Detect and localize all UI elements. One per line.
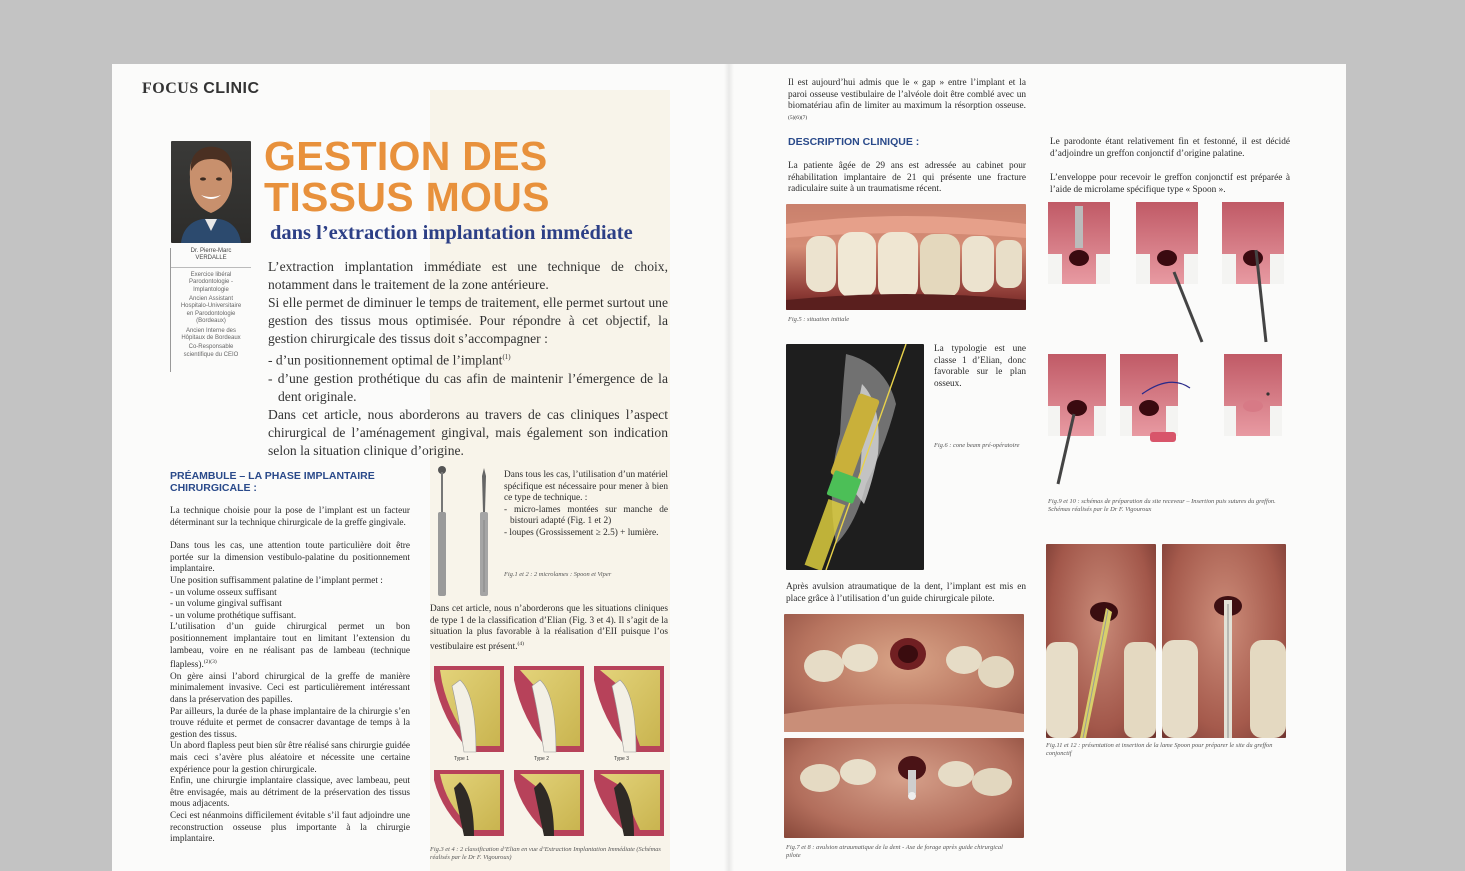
header-focus: FOCUS xyxy=(142,80,199,97)
paragraph-text: Dans cet article, nous n’aborderons que les situations cliniques de type 1 de la classification d’Elian (Fig. 3 et 4). Il s’agit de la situation la plus favorable à la réalisation d’EII puisque l’os vestibulaire est présent. xyxy=(430,604,668,652)
list-item: - un volume osseux suffisant xyxy=(170,587,277,598)
diagram-type1 xyxy=(434,666,504,752)
author-name-line1: Dr. Pierre-Marc xyxy=(190,248,232,254)
ref-5-7: (5)(6)(7) xyxy=(788,114,808,121)
paragraph: On gère ainsi l’abord chirurgical de la greffe de manière minimalement invasive. Ceci est particulièrement intéressant dans la préservation des papilles. xyxy=(170,671,410,705)
article-title xyxy=(264,133,550,220)
microblades-figure xyxy=(432,464,492,600)
paragraph: Dans tous les cas, l’utilisation d’un matériel spécifique est nécessaire pour mener à bien ce type de technique. : xyxy=(504,470,668,504)
title-line2: TISSUS MOUS xyxy=(264,174,550,220)
parodonte-paragraph: Le parodonte étant relativement fin et festonné, il est décidé d’adjoindre un greffon conjonctif d’origine palatine. xyxy=(1050,137,1290,159)
fig910-caption: Fig.9 et 10 : schémas de préparation du site receveur – Insertion puis sutures du greffon. Schémas réalisés par le Dr F. Vigouroux xyxy=(1048,498,1276,513)
intro-bullet-text: - d’un positionnement optimal de l’implant xyxy=(268,352,503,368)
fig12-spoon-insertion-photo xyxy=(1162,544,1286,738)
paragraph: La technique choisie pour la pose de l’implant est un facteur déterminant sur la technique chirurgicale de la greffe gingivale. xyxy=(170,506,410,528)
title-line1: GESTION DES xyxy=(264,133,548,179)
magazine-spread xyxy=(112,64,1346,871)
elian-type3-label: Type 3 xyxy=(614,756,630,762)
right-page xyxy=(728,64,1346,871)
cone-beam-illustration xyxy=(786,344,924,570)
paragraph: Par ailleurs, la durée de la phase implantaire de la chirurgie s’en trouve réduite et permet de consacrer davantage de temps à la gestion des tissus. xyxy=(170,706,410,740)
list-item: - un volume prothétique suffisant. xyxy=(170,610,297,621)
paragraph-text: L’utilisation d’un guide chirurgical permet un bon positionnement implantaire tout en limitant l’extension du lambeau, voire en ne réalisant pas de lambeau (technique flapless). xyxy=(170,622,410,671)
elian-type1-label: Type 1 xyxy=(454,756,470,762)
description-paragraph: La patiente âgée de 29 ans est adressée au cabinet pour réhabilitation implantaire de 21 qui présente une fracture radiculaire suite à un traumatisme récent. xyxy=(788,161,1026,195)
author-bio xyxy=(171,267,251,359)
fig5-initial-situation-photo xyxy=(786,204,1026,310)
author-box xyxy=(171,248,251,359)
fig1112-caption: Fig.11 et 12 : présentation et insertion de la lame Spoon pour préparer le site du greffon conjonctif xyxy=(1046,742,1273,757)
bio-line: Hôpitaux de Bordeaux xyxy=(181,335,241,342)
schema-5 xyxy=(1120,354,1190,442)
fig11-spoon-presentation-photo xyxy=(1046,544,1156,738)
elian-classification-diagram xyxy=(430,660,670,840)
author-divider xyxy=(170,248,171,372)
intro-line: L’extraction implantation immédiate est une technique de choix, notamment dans le traitement de la zone antérieure. xyxy=(268,259,668,292)
bio-line: Implantologie xyxy=(193,286,229,293)
avulsion-paragraph: Après avulsion atraumatique de la dent, l’implant est mis en place grâce à l’utilisation d’un guide chirurgicale pilote. xyxy=(786,582,1026,604)
intro-bullet-1 xyxy=(268,348,668,370)
ref-4: (4) xyxy=(517,640,524,647)
header-clinic: CLINIC xyxy=(203,80,260,97)
schema-4 xyxy=(1048,354,1106,484)
fig78-caption: Fig.7 et 8 : avulsion atraumatique de la dent - Axe de forage après guide chirurgical pilote xyxy=(786,844,1003,859)
section-header xyxy=(142,80,260,98)
paragraph: Ceci est néanmoins difficilement évitable s’il faut adjoindre une reconstruction osseuse plus importante à la chirurgie implantaire. xyxy=(170,810,410,845)
description-title: DESCRIPTION CLINIQUE : xyxy=(788,136,920,148)
materials-text xyxy=(504,470,668,540)
author-portrait xyxy=(171,141,251,243)
avulsion-illustration xyxy=(784,614,1024,732)
paragraph: Un abord flapless peut bien sûr être réalisé sans chirurgie guidée mais ceci s’avère plus aléatoire et nécessite une certaine expérience pour la gestion chirurgicale. xyxy=(170,741,410,775)
article-subtitle: dans l’extraction implantation immédiate xyxy=(270,222,633,244)
schema-2 xyxy=(1136,202,1202,342)
preambule-section xyxy=(170,470,410,846)
bio-line: (Bordeaux) xyxy=(196,318,226,325)
fig5-caption: Fig.5 : situation initiale xyxy=(788,316,850,323)
bio-line: Parodontologie - xyxy=(188,279,234,286)
microblades-illustration xyxy=(432,464,492,600)
preambule-body xyxy=(170,506,410,846)
bio-line: scientifique du CEIO xyxy=(183,351,239,358)
teeth-illustration xyxy=(786,204,1026,310)
intro-bullet-2: - d’une gestion prothétique du cas afin de maintenir l’émergence de la dent originale. xyxy=(268,370,668,404)
ref-2-3: (2)(3) xyxy=(203,659,217,666)
paragraph: Enfin, une chirurgie implantaire classique, avec lambeau, peut être envisagée, mais au détriment de la préservation des tissus mous adjacents. xyxy=(170,776,410,810)
elian-type2-label: Type 2 xyxy=(534,756,550,762)
preambule-title: PRÉAMBULE – LA PHASE IMPLANTAIRE CHIRURGICALE : xyxy=(170,470,375,494)
schema-6 xyxy=(1224,354,1282,436)
fig12-caption: Fig.1 et 2 : 2 microlames : Spoon et Viper xyxy=(504,571,612,578)
intro-line: Si elle permet de diminuer le temps de traitement, elle permet surtout une gestion des tissus mous optimisée. Pour répondre à cet objectif, la gestion chirurgicale des tissus doit s’accompagner : xyxy=(268,295,668,346)
fig6-cone-beam-image xyxy=(786,344,924,570)
bio-line: Co-Responsable xyxy=(188,344,234,351)
intro-paragraph xyxy=(268,258,668,460)
paragraph-text: Il est aujourd’hui admis que le « gap » entre l’implant et la paroi osseuse vestibulaire de l’alvéole doit être comblé avec un biomatériau afin de limiter au maximum la résorption osseuse. xyxy=(788,78,1026,112)
list-item: - loupes (Grossissement ≥ 2.5) + lumière. xyxy=(504,527,659,538)
fig6-caption: Fig.6 : cone beam pré-opératoire xyxy=(934,442,1020,449)
diagram-type3 xyxy=(594,666,664,752)
bio-line: Ancien Assistant xyxy=(188,296,234,303)
typology-paragraph: La typologie est une classe 1 d’Elian, donc favorable sur le plan osseux. xyxy=(934,344,1026,389)
schema-3 xyxy=(1222,202,1284,342)
paragraph xyxy=(170,622,410,671)
fig910-schema-grid xyxy=(1048,202,1298,502)
diagram-type2 xyxy=(514,666,584,752)
elian-paragraph xyxy=(430,604,668,653)
drilling-axis-illustration xyxy=(784,738,1024,838)
list-item: - un volume gingival suffisant xyxy=(170,599,282,610)
elian-diagram-svg xyxy=(430,660,670,840)
bio-line: Hospitalo-Universitaire xyxy=(180,303,242,310)
intro-line: Dans cet article, nous aborderons au travers de cas cliniques l’aspect chirurgical de l’aménagement gingival, mais également son indication selon la situation clinique d’origine. xyxy=(268,406,668,458)
ref-1: (1) xyxy=(502,353,511,361)
schema-1 xyxy=(1048,202,1110,284)
bio-line: Exercice libéral xyxy=(190,271,232,278)
fig34-caption: Fig.3 et 4 : 2 classification d’Elian en vue d’Extraction Implantation Immédiate (Schémas réalisés par le Dr F. Vigouroux) xyxy=(430,846,661,861)
diagram-row2 xyxy=(434,770,664,836)
bio-line: Ancien Interne des xyxy=(185,327,237,334)
enveloppe-paragraph: L’enveloppe pour recevoir le greffon conjonctif est préparée à l’aide de microlame spécifique type « Spoon ». xyxy=(1050,173,1290,195)
schema-illustrations xyxy=(1048,202,1298,502)
left-page xyxy=(112,64,728,871)
list-item: - micro-lames montées sur manche de bistouri adapté (Fig. 1 et 2) xyxy=(504,504,668,527)
spoon-presentation-illustration xyxy=(1046,544,1156,738)
bio-line: en Parodontologie xyxy=(186,310,236,317)
paragraph: Une position suffisamment palatine de l’implant permet : xyxy=(170,575,383,586)
paragraph: Dans tous les cas, une attention toute particulière doit être portée sur la dimension vestibulo-palatine du positionnement implantaire. xyxy=(170,541,410,575)
author-name-line2: VERDALLE xyxy=(195,255,227,262)
fig7-avulsion-photo xyxy=(784,614,1024,732)
fig8-drilling-axis-photo xyxy=(784,738,1024,838)
portrait-illustration xyxy=(171,141,251,243)
spoon-insertion-illustration xyxy=(1162,544,1286,738)
gap-paragraph xyxy=(788,78,1026,127)
